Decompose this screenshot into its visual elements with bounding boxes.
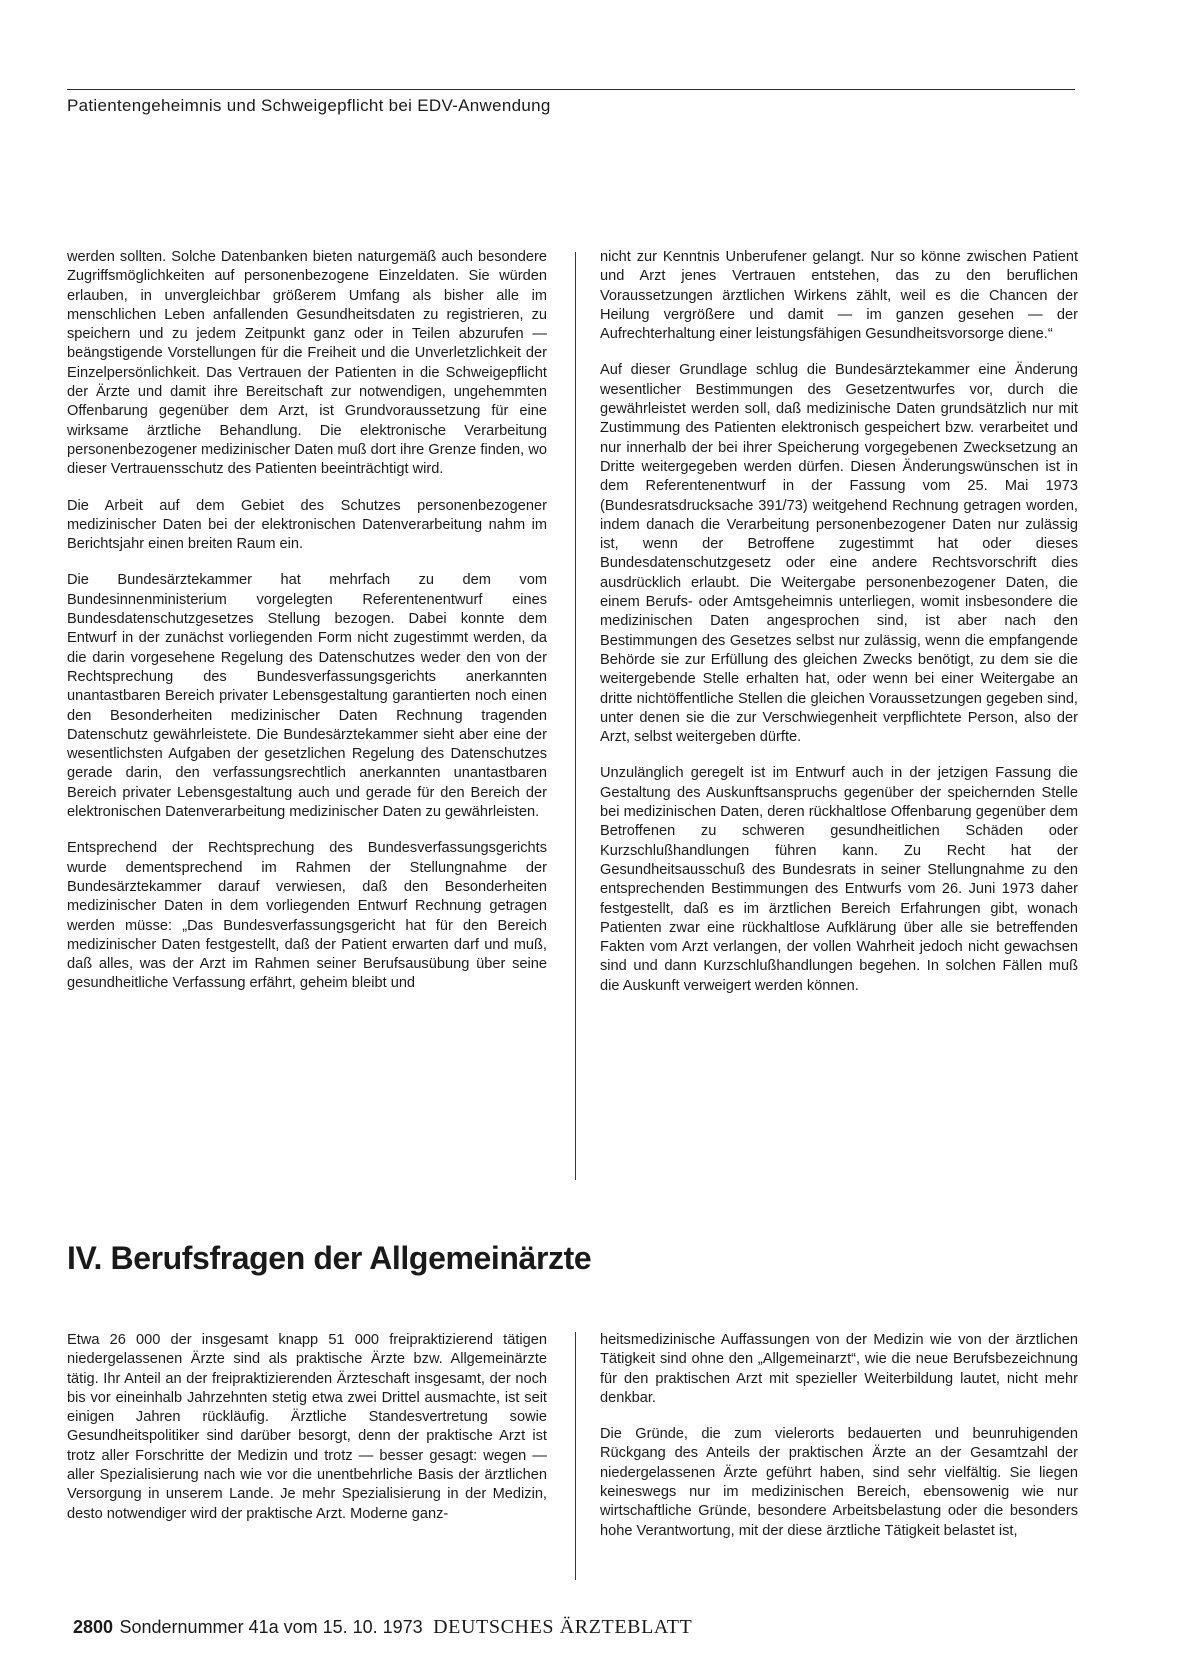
- paragraph: heitsmedizinische Auffassungen von der Medizin wie von der ärztlichen Tätigkeit sind ohne den „Allgemeinarzt“, wie die neue Berufsbezeichnung für den praktischen Arzt mit spezieller Weiterbildung lautet, nicht mehr denkbar.: [600, 1332, 1078, 1406]
- column-divider: [575, 1332, 576, 1580]
- paragraph: Unzulänglich geregelt ist im Entwurf auch in der jetzigen Fassung die Gestaltung des Auskunftsanspruchs gegenüber der speichernden Stelle bei medizinischen Daten, deren rückhaltlose Offenbarung gegenüber dem Betroffenen zu schweren gesundheitlichen Schäden oder Kurzschlußhandlungen führen kann. Zu Recht hat der Gesundheitsausschuß des Bundesrats in seiner Stellungnahme zu den entsprechenden Bestimmungen des Entwurfs vom 26. Juni 1973 daher festgestellt, daß es im ärztlichen Bereich Erfahrungen gibt, wonach Patienten zwar eine rückhaltlose Aufklärung über alle sie betreffenden Fakten vom Arzt verlangen, der vollen Wahrheit jedoch nicht gewachsen sind und dann Kurzschlußhandlungen begehen. In solchen Fällen muß die Auskunft verweigert werden können.: [600, 765, 1078, 994]
- upper-right-column: [600, 248, 1078, 996]
- paragraph: Auf dieser Grundlage schlug die Bundesärztekammer eine Änderung wesentlicher Bestimmungen des Gesetzentwurfes vor, durch die gewährleistet werden soll, daß medizinische Daten grundsätzlich nur mit Zustimmung des Patienten elektronisch gespeichert bzw. verarbeitet und nur innerhalb der bei ihrer Speicherung vorgegebenen Zwecksetzung an Dritte weitergegeben werden dürfen. Diesen Änderungswünschen ist in dem Referentenentwurf in der Fassung vom 25. Mai 1973 (Bundesratsdrucksache 391/73) weitgehend Rechnung getragen worden, indem danach die Verarbeitung personenbezogener Daten nur zulässig ist, wenn der Betroffene zugestimmt hat oder dieses Bundesdatenschutzgesetz oder eine andere Rechtsvorschrift dies ausdrücklich erlaubt. Die Weitergabe personenbezogener Daten, die einem Berufs- oder Amtsgeheimnis unterliegen, womit insbesondere die medizinischen Daten angesprochen sind, ist aber nach den Bestimmungen des Gesetzes selbst nur zulässig, wenn die empfangende Behörde sie zur Erfüllung des gleichen Zwecks benötigt, zu dem sie die weitergebende Stelle erhalten hat, oder wenn bei einer Weitergabe an dritte nichtöffentliche Stellen die gleichen Voraussetzungen gegeben sind, unter denen sie die zur Verschwiegenheit verpflichtete Person, also der Arzt, selbst weitergeben dürfte.: [600, 362, 1078, 746]
- issue-info: Sondernummer 41a vom 15. 10. 1973: [119, 1617, 423, 1637]
- journal-name: DEUTSCHES ÄRZTEBLATT: [433, 1616, 693, 1638]
- lower-left-column: [67, 1331, 547, 1524]
- lower-right-column: [600, 1331, 1078, 1541]
- paragraph: Entsprechend der Rechtsprechung des Bundesverfassungsgerichts wurde dementsprechend im Rahmen der Stellungnahme der Bundesärztekammer darauf verwiesen, daß den Besonderheiten medizinischer Daten in dem vorliegenden Entwurf Rechnung getragen werden müsse: „Das Bundesverfassungsgericht hat für den Bereich medizinischer Daten festgestellt, daß der Patient erwarten darf und muß, daß alles, was der Arzt im Rahmen seiner Berufsausübung über seine gesundheitliche Verfassung erfährt, geheim bleibt und: [67, 840, 547, 992]
- paragraph: nicht zur Kenntnis Unberufener gelangt. Nur so könne zwischen Patient und Arzt jenes Vertrauen entstehen, das zu den beruflichen Voraussetzungen ärztlichen Wirkens zählt, weil es die Chancen der Heilung vergrößere und damit — im ganzen gesehen — der Aufrechterhaltung einer leistungsfähigen Gesundheitsvorsorge diene.“: [600, 249, 1078, 343]
- upper-left-column: [67, 248, 547, 994]
- page-number: 2800: [73, 1617, 114, 1637]
- paragraph: Die Bundesärztekammer hat mehrfach zu dem vom Bundesinnenministerium vorgelegten Referentenentwurf eines Bundesdatenschutzgesetzes Stellung bezogen. Dabei konnte dem Entwurf in der zunächst vorliegenden Form nicht zugestimmt werden, da die darin vorgesehene Regelung des Datenschutzes weder den von der Rechtsprechung des Bundesverfassungsgerichts anerkannten unantastbaren Bereich privater Lebensgestaltung garantierten noch einen den Besonderheiten medizinischer Daten Rechnung tragenden Datenschutz gewährleistete. Die Bundesärztekammer sieht aber eine der wesentlichsten Aufgaben der gesetzlichen Regelung des Datenschutzes gerade darin, den verfassungsrechtlich anerkannten unantastbaren Bereich privater Lebensgestaltung auch und gerade für den Bereich der elektronischen Datenverarbeitung medizinischer Daten zu gewährleisten.: [67, 572, 547, 821]
- paragraph: Die Gründe, die zum vielerorts bedauerten und beunruhigenden Rückgang des Anteils der praktischen Ärzte an der Gesamtzahl der niedergelassenen Ärzte geführt haben, sind sehr vielfältig. Sie liegen keineswegs nur im medizinischen Bereich, ebensowenig wie nur wirtschaftliche Gründe, besondere Arbeitsbelastung oder die besonders hohe Verantwortung, mit der diese ärztliche Tätigkeit belastet ist,: [600, 1426, 1078, 1539]
- paragraph: Die Arbeit auf dem Gebiet des Schutzes personenbezogener medizinischer Daten bei der elektronischen Datenverarbeitung nahm im Berichtsjahr einen breiten Raum ein.: [67, 497, 547, 553]
- paragraph: Etwa 26 000 der insgesamt knapp 51 000 freipraktizierend tätigen niedergelassenen Ärzte sind als praktische Ärzte bzw. Allgemeinärzte tätig. Ihr Anteil an der freipraktizierenden Ärzteschaft insgesamt, der noch bis vor eineinhalb Jahrzehnten stetig etwa zwei Drittel ausmachte, ist seit einigen Jahren rückläufig. Ärztliche Standesvertretung sowie Gesundheitspolitiker sind darüber besorgt, denn der praktische Arzt ist trotz aller Forschritte der Medizin und trotz — besser gesagt: wegen — aller Spezialisierung nach wie vor die unentbehrliche Basis der ärztlichen Versorgung in unserem Lande. Je mehr Spezialisierung in der Medizin, desto notwendiger wird der praktische Arzt. Moderne ganz-: [67, 1332, 547, 1522]
- paragraph: werden sollten. Solche Datenbanken bieten naturgemäß auch besondere Zugriffsmöglichkeiten auf personenbezogene Einzeldaten. Sie würden erlauben, in unvergleichbar größerem Umfang als bisher alle im menschlichen Leben anfallenden Gesundheitsdaten zu registrieren, zu speichern und zu jedem Zeitpunkt ganz oder in Teilen abzurufen — beängstigende Vorstellungen für die Freiheit und die Unverletzlichkeit der Einzelpersönlichkeit. Das Vertrauen der Patienten in die Schweigepflicht der Ärzte und damit ihre Bereitschaft zur notwendigen, ungehemmten Offenbarung gegenüber dem Arzt, ist Grundvoraussetzung für eine wirksame ärztliche Behandlung. Die elektronische Verarbeitung personenbezogener medizinischer Daten muß dort ihre Grenze finden, wo dieser Vertrauensschutz des Patienten beeinträchtigt wird.: [67, 249, 547, 478]
- section-heading: IV. Berufsfragen der Allgemeinärzte: [67, 1240, 592, 1276]
- page-footer: [73, 1616, 692, 1639]
- column-divider: [575, 252, 576, 1180]
- header-rule: [67, 89, 1075, 90]
- running-title: Patientengeheimnis und Schweigepflicht bei EDV-Anwendung: [67, 96, 551, 115]
